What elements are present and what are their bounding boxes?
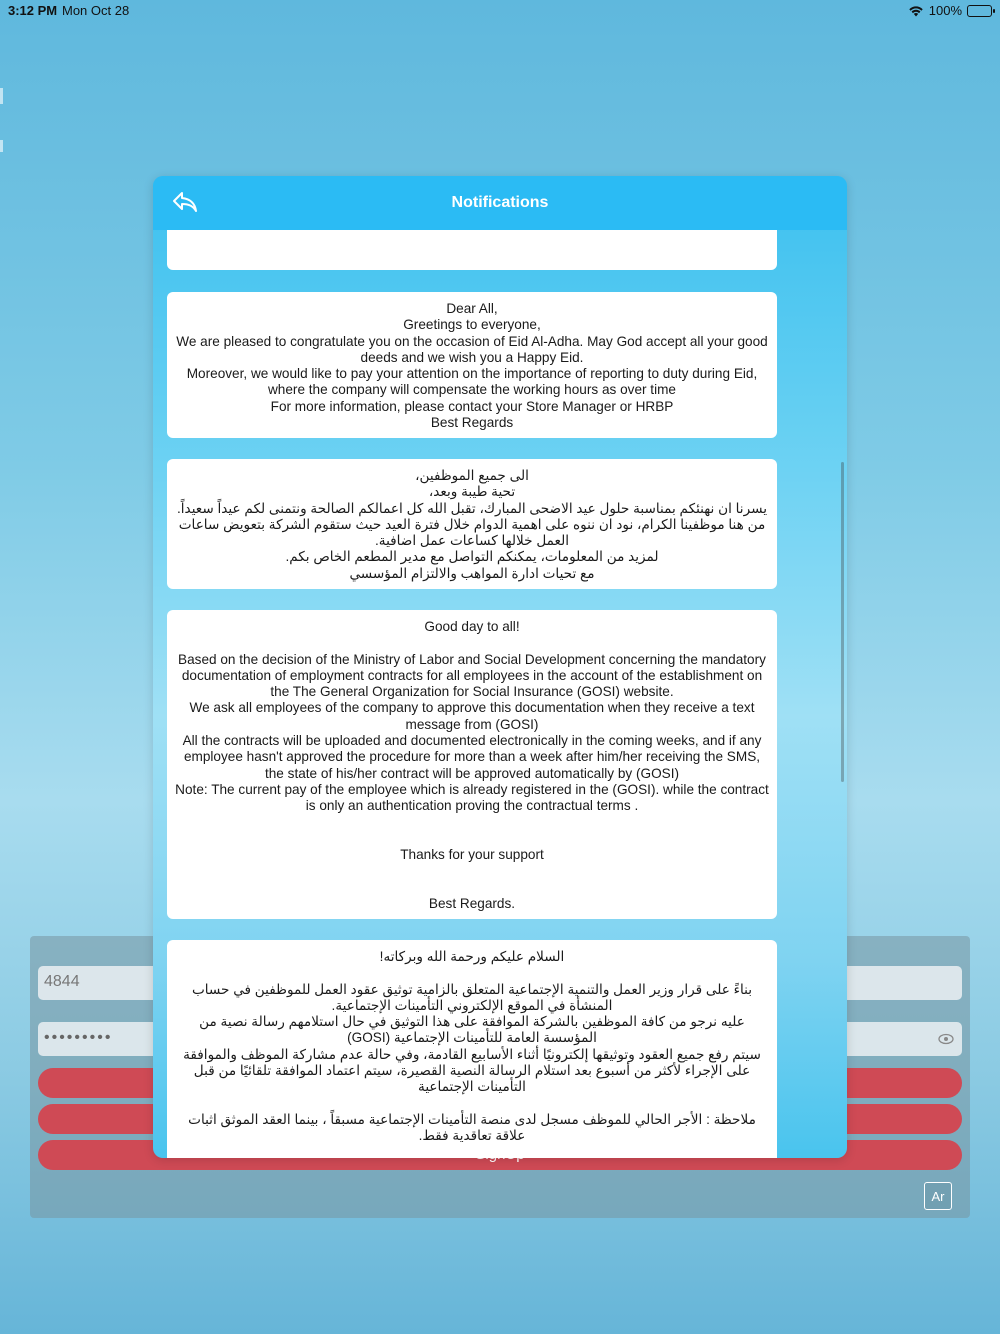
notification-card[interactable] [167, 610, 777, 919]
wifi-icon [908, 5, 924, 17]
notification-card[interactable] [167, 459, 777, 589]
notification-text: Good day to all! Based on the decision of the Ministry of Labor and Social Development concerning the mandatory documentation of employment contracts for all employees in the account of the establishment on the The General Organization for Social Insurance (GOSI) website. We ask all employees of the company to approve this documentation when they receive a text message from (GOSI) All the contracts will be uploaded and documented electronically in the coming weeks, and if any employee hasn't approved the procedure for more than a week after him/her receiving the SMS, the state of his/her contract will be approved automatically by (GOSI) Note: The current pay of the employee which is already registered in the (GOSI). while the contract is only an authentication proving the contractual terms . Thanks for your support Best Regards. [175, 619, 769, 912]
battery-icon [967, 5, 992, 17]
page-title: Notifications [451, 194, 549, 211]
notification-text: السلام عليكم ورحمة الله وبركاته! بناءً على قرار وزير العمل والتنمية الإجتماعية المتعلق بالزامية توثيق عقود العمل للموظفين في حساب المنشأة في الموقع الإلكتروني التأمينات الإجتماعية. عليه نرجو من كافة الموظفين بالشركة الموافقة على هذا التوثيق في حال استلامهم رسالة نصية من المؤسسة العامة للتأمينات الإجتماعية (GOSI) سيتم رفع جميع العقود وتوثيقها إلكترونيًا أثناء الأسابيع القادمة، وفي حالة عدم مشاركة الموظف والموافقة على الإجراء لأكثر من أسبوع بعد استلام الرسالة النصية القصيرة، سيتم اعتماد الموافقة تلقائيًا من قبل التأمينات الإجتماعية ملاحظة : الأجر الحالي للموظف مسجل لدى منصة التأمينات الإجتماعية مسبقاً ، بينما العقد الموثق اثبات علاقة تعاقدية فقط. [183, 949, 761, 1144]
status-bar [0, 0, 1000, 20]
notification-card[interactable] [167, 230, 777, 270]
notification-text: الى جميع الموظفين، تحية طيبة وبعد، يسرنا ان نهنئكم بمناسبة حلول عيد الاضحى المبارك، تقبل الله كل اعمالكم الصالحة ونتمنى لكم عيداً سعيداً. من هنا موظفينا الكرام، نود ان ننوه على اهمية الدوام خلال فترة العيد حيث ستقوم الشركة بتعويض ساعات العمل خلالها كساعات عمل اضافية. لمزيد من المعلومات، يمكنكم التواصل مع مدير المطعم الخاص بكم. مع تحيات ادارة المواهب والالتزام المؤسسي [177, 468, 767, 581]
notification-text: Dear All, Greetings to everyone, We are pleased to congratulate you on the occasion of Eid Al-Adha. May God accept all your good deeds and we wish you a Happy Eid. Moreover, we would like to pay your attention on the importance of reporting to duty during Eid, where the company will compensate the working hours as over time For more information, please contact your Store Manager or HRBP Best Regards [176, 301, 768, 431]
language-button[interactable]: Ar [924, 1182, 952, 1210]
battery-percent: 100% [928, 3, 962, 18]
modal-header [153, 176, 847, 230]
status-time: 3:12 PM [8, 3, 58, 18]
status-date: Mon Oct 28 [62, 3, 130, 18]
username-input[interactable]: 4844 [38, 966, 962, 1000]
scrollbar[interactable] [841, 462, 844, 782]
edge-mark [0, 140, 3, 152]
notifications-list[interactable] [153, 230, 847, 1158]
notification-card[interactable] [167, 940, 777, 1158]
edge-mark [0, 88, 3, 104]
notifications-modal [153, 176, 847, 1158]
password-value: ••••••••• [44, 1029, 113, 1046]
eye-icon[interactable] [938, 1032, 954, 1050]
status-indicators [908, 3, 992, 18]
notification-card[interactable] [167, 292, 777, 438]
